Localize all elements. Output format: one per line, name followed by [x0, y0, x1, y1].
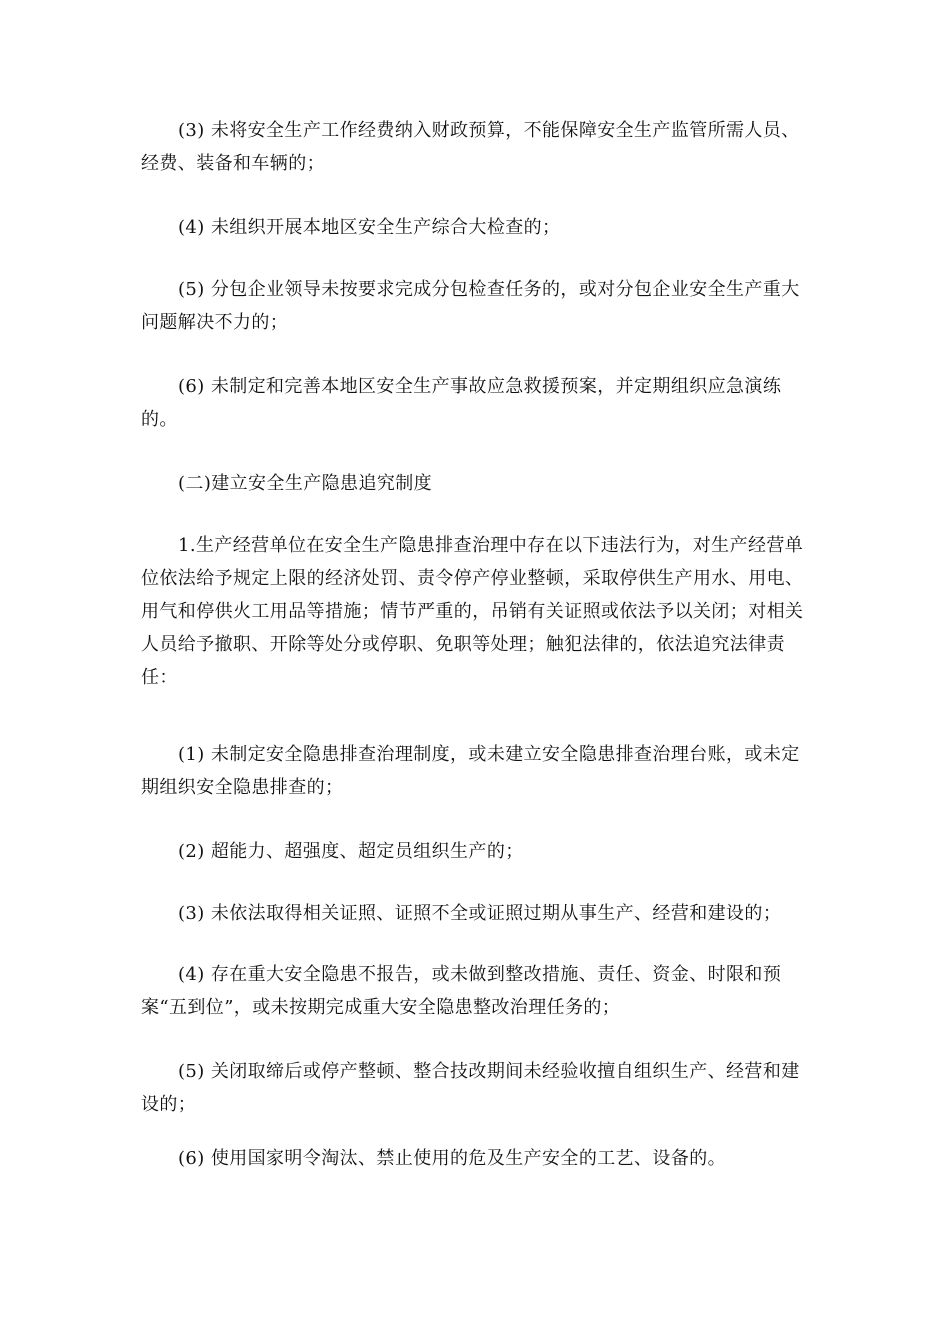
- paragraph-item-3-budget: (3) 未将安全生产工作经费纳入财政预算，不能保障安全生产监管所需人员、经费、装备和车辆的；: [141, 120, 800, 174]
- paragraph-list-item-1: (1) 未制定安全隐患排查治理制度，或未建立安全隐患排查治理台账，或未定期组织安全隐患排查的；: [141, 744, 800, 798]
- paragraph-list-item-2: (2) 超能力、超强度、超定员组织生产的；: [178, 841, 524, 862]
- paragraph-list-item-4: (4) 存在重大安全隐患不报告，或未做到整改措施、责任、资金、时限和预案“五到位”，或未按期完成重大安全隐患整改治理任务的；: [141, 964, 782, 1018]
- paragraph-item-4-inspection: (4) 未组织开展本地区安全生产综合大检查的；: [178, 217, 561, 238]
- paragraph-section-1-intro: 1.生产经营单位在安全生产隐患排查治理中存在以下违法行为，对生产经营单位依法给予规定上限的经济处罚、责令停产停业整顿，采取停供生产用水、用电、用气和停供火工用品等措施；情节严重的，吊销有关证照或依法予以关闭；对相关人员给予撤职、开除等处分或停职、免职等处理；触犯法律的，依法追究法律责任：: [141, 535, 804, 688]
- paragraph-list-item-3: (3) 未依法取得相关证照、证照不全或证照过期从事生产、经营和建设的；: [178, 903, 782, 924]
- paragraph-item-6-emergency-plan: (6) 未制定和完善本地区安全生产事故应急救援预案，并定期组织应急演练的。: [141, 376, 782, 430]
- paragraph-item-5-subcontract: (5) 分包企业领导未按要求完成分包检查任务的，或对分包企业安全生产重大问题解决不力的；: [141, 279, 800, 333]
- paragraph-list-item-5: (5) 关闭取缔后或停产整顿、整合技改期间未经验收擅自组织生产、经营和建设的；: [141, 1061, 800, 1115]
- paragraph-list-item-6: (6) 使用国家明令淘汰、禁止使用的危及生产安全的工艺、设备的。: [178, 1148, 727, 1169]
- section-heading: (二)建立安全生产隐患追究制度: [178, 473, 433, 494]
